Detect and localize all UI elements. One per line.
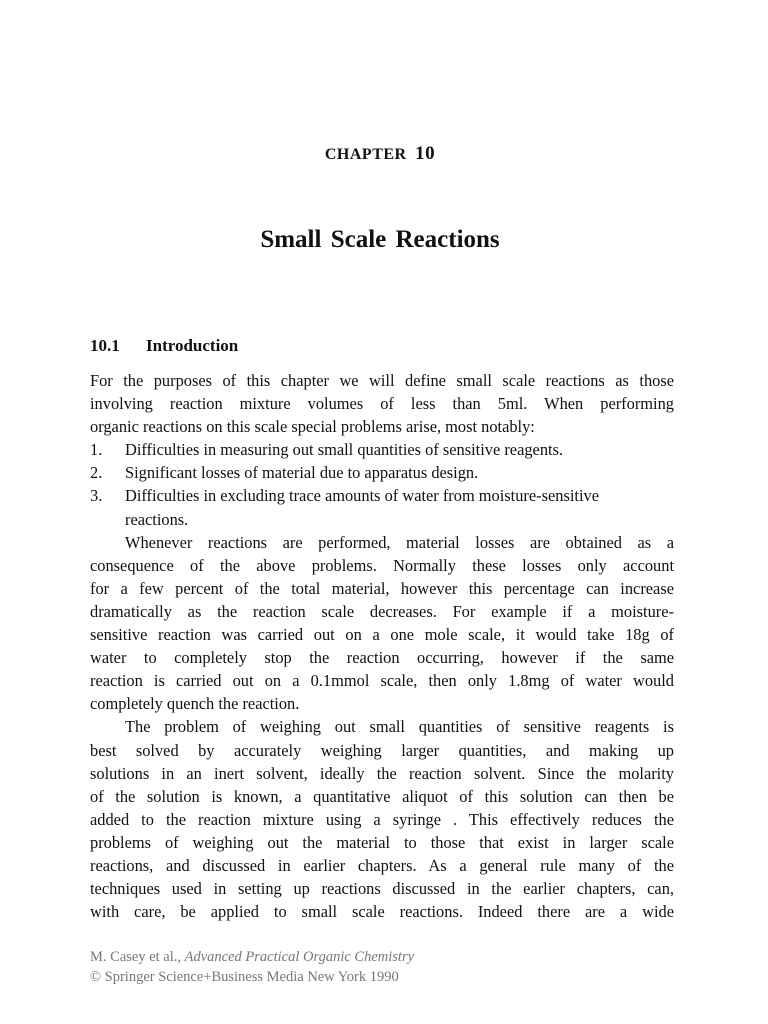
paragraph-line: of the solution is known, a quantitative aliquot of this solution can then be	[90, 786, 674, 806]
paragraph-line: dramatically as the reaction scale decreases. For example if a moisture-	[90, 601, 674, 621]
section-title: Introduction	[146, 336, 239, 355]
paragraph-line: reaction is carried out on a 0.1mmol scale, then only 1.8mg of water would	[90, 671, 674, 691]
citation-authors: M. Casey et al.,	[90, 949, 185, 965]
paragraph-line: involving reaction mixture volumes of less than 5ml. When performing	[90, 394, 674, 414]
section-number: 10.1	[90, 336, 120, 355]
list-item	[90, 438, 674, 461]
paragraph-line: The problem of weighing out small quantities of sensitive reagents is	[125, 717, 674, 737]
paragraph-line: water to completely stop the reaction occurring, however if the same	[90, 648, 674, 668]
citation-line	[90, 947, 414, 967]
paragraph-line: For the purposes of this chapter we will define small scale reactions as those	[90, 371, 674, 390]
list-number: 3.	[90, 486, 103, 506]
list-text: Difficulties in excluding trace amounts of water from moisture-sensitive	[125, 486, 599, 506]
copyright-line: © Springer Science+Business Media New York 1990	[90, 969, 399, 985]
section-heading	[90, 336, 238, 356]
list-number: 2.	[90, 463, 103, 483]
list-item	[90, 484, 674, 507]
list-continuation: reactions.	[125, 509, 189, 529]
paragraph-line: problems of weighing out the material to those that exist in larger scale	[90, 832, 674, 852]
chapter-word: CHAPTER	[324, 146, 407, 163]
footer-citation	[90, 947, 414, 987]
paragraph-line: best solved by accurately weighing larger quantities, and making up	[90, 740, 674, 760]
list-number: 1.	[90, 440, 103, 460]
paragraph-line: solutions in an inert solvent, ideally the reaction solvent. Since the molarity	[90, 763, 674, 783]
paragraph-line: for a few percent of the total material, however this percentage can increase	[90, 578, 674, 598]
chapter-number: 10	[415, 143, 436, 164]
paragraph-line: reactions, and discussed in earlier chapters. As a general rule many of the	[90, 855, 674, 875]
chapter-label	[0, 143, 760, 165]
paragraph-line: with care, be applied to small scale reactions. Indeed there are a wide	[90, 902, 674, 922]
list-item	[90, 461, 674, 484]
list-text: Difficulties in measuring out small quantities of sensitive reagents.	[125, 440, 564, 460]
paragraph-line: completely quench the reaction.	[90, 694, 300, 714]
citation-book-title: Advanced Practical Organic Chemistry	[184, 949, 415, 965]
paragraph-line: sensitive reaction was carried out on a one mole scale, it would take 18g of	[90, 625, 674, 645]
paragraph-line: techniques used in setting up reactions discussed in the earlier chapters, can,	[90, 879, 674, 899]
body-text	[90, 369, 674, 923]
list-text: Significant losses of material due to apparatus design.	[125, 463, 479, 483]
chapter-title: Small Scale Reactions	[260, 226, 500, 253]
paragraph-line: organic reactions on this scale special problems arise, most notably:	[90, 417, 535, 437]
paragraph-line: added to the reaction mixture using a syringe . This effectively reduces the	[90, 809, 674, 829]
paragraph-line: Whenever reactions are performed, material losses are obtained as a	[125, 532, 674, 552]
paragraph-line: consequence of the above problems. Normally these losses only account	[90, 555, 674, 575]
